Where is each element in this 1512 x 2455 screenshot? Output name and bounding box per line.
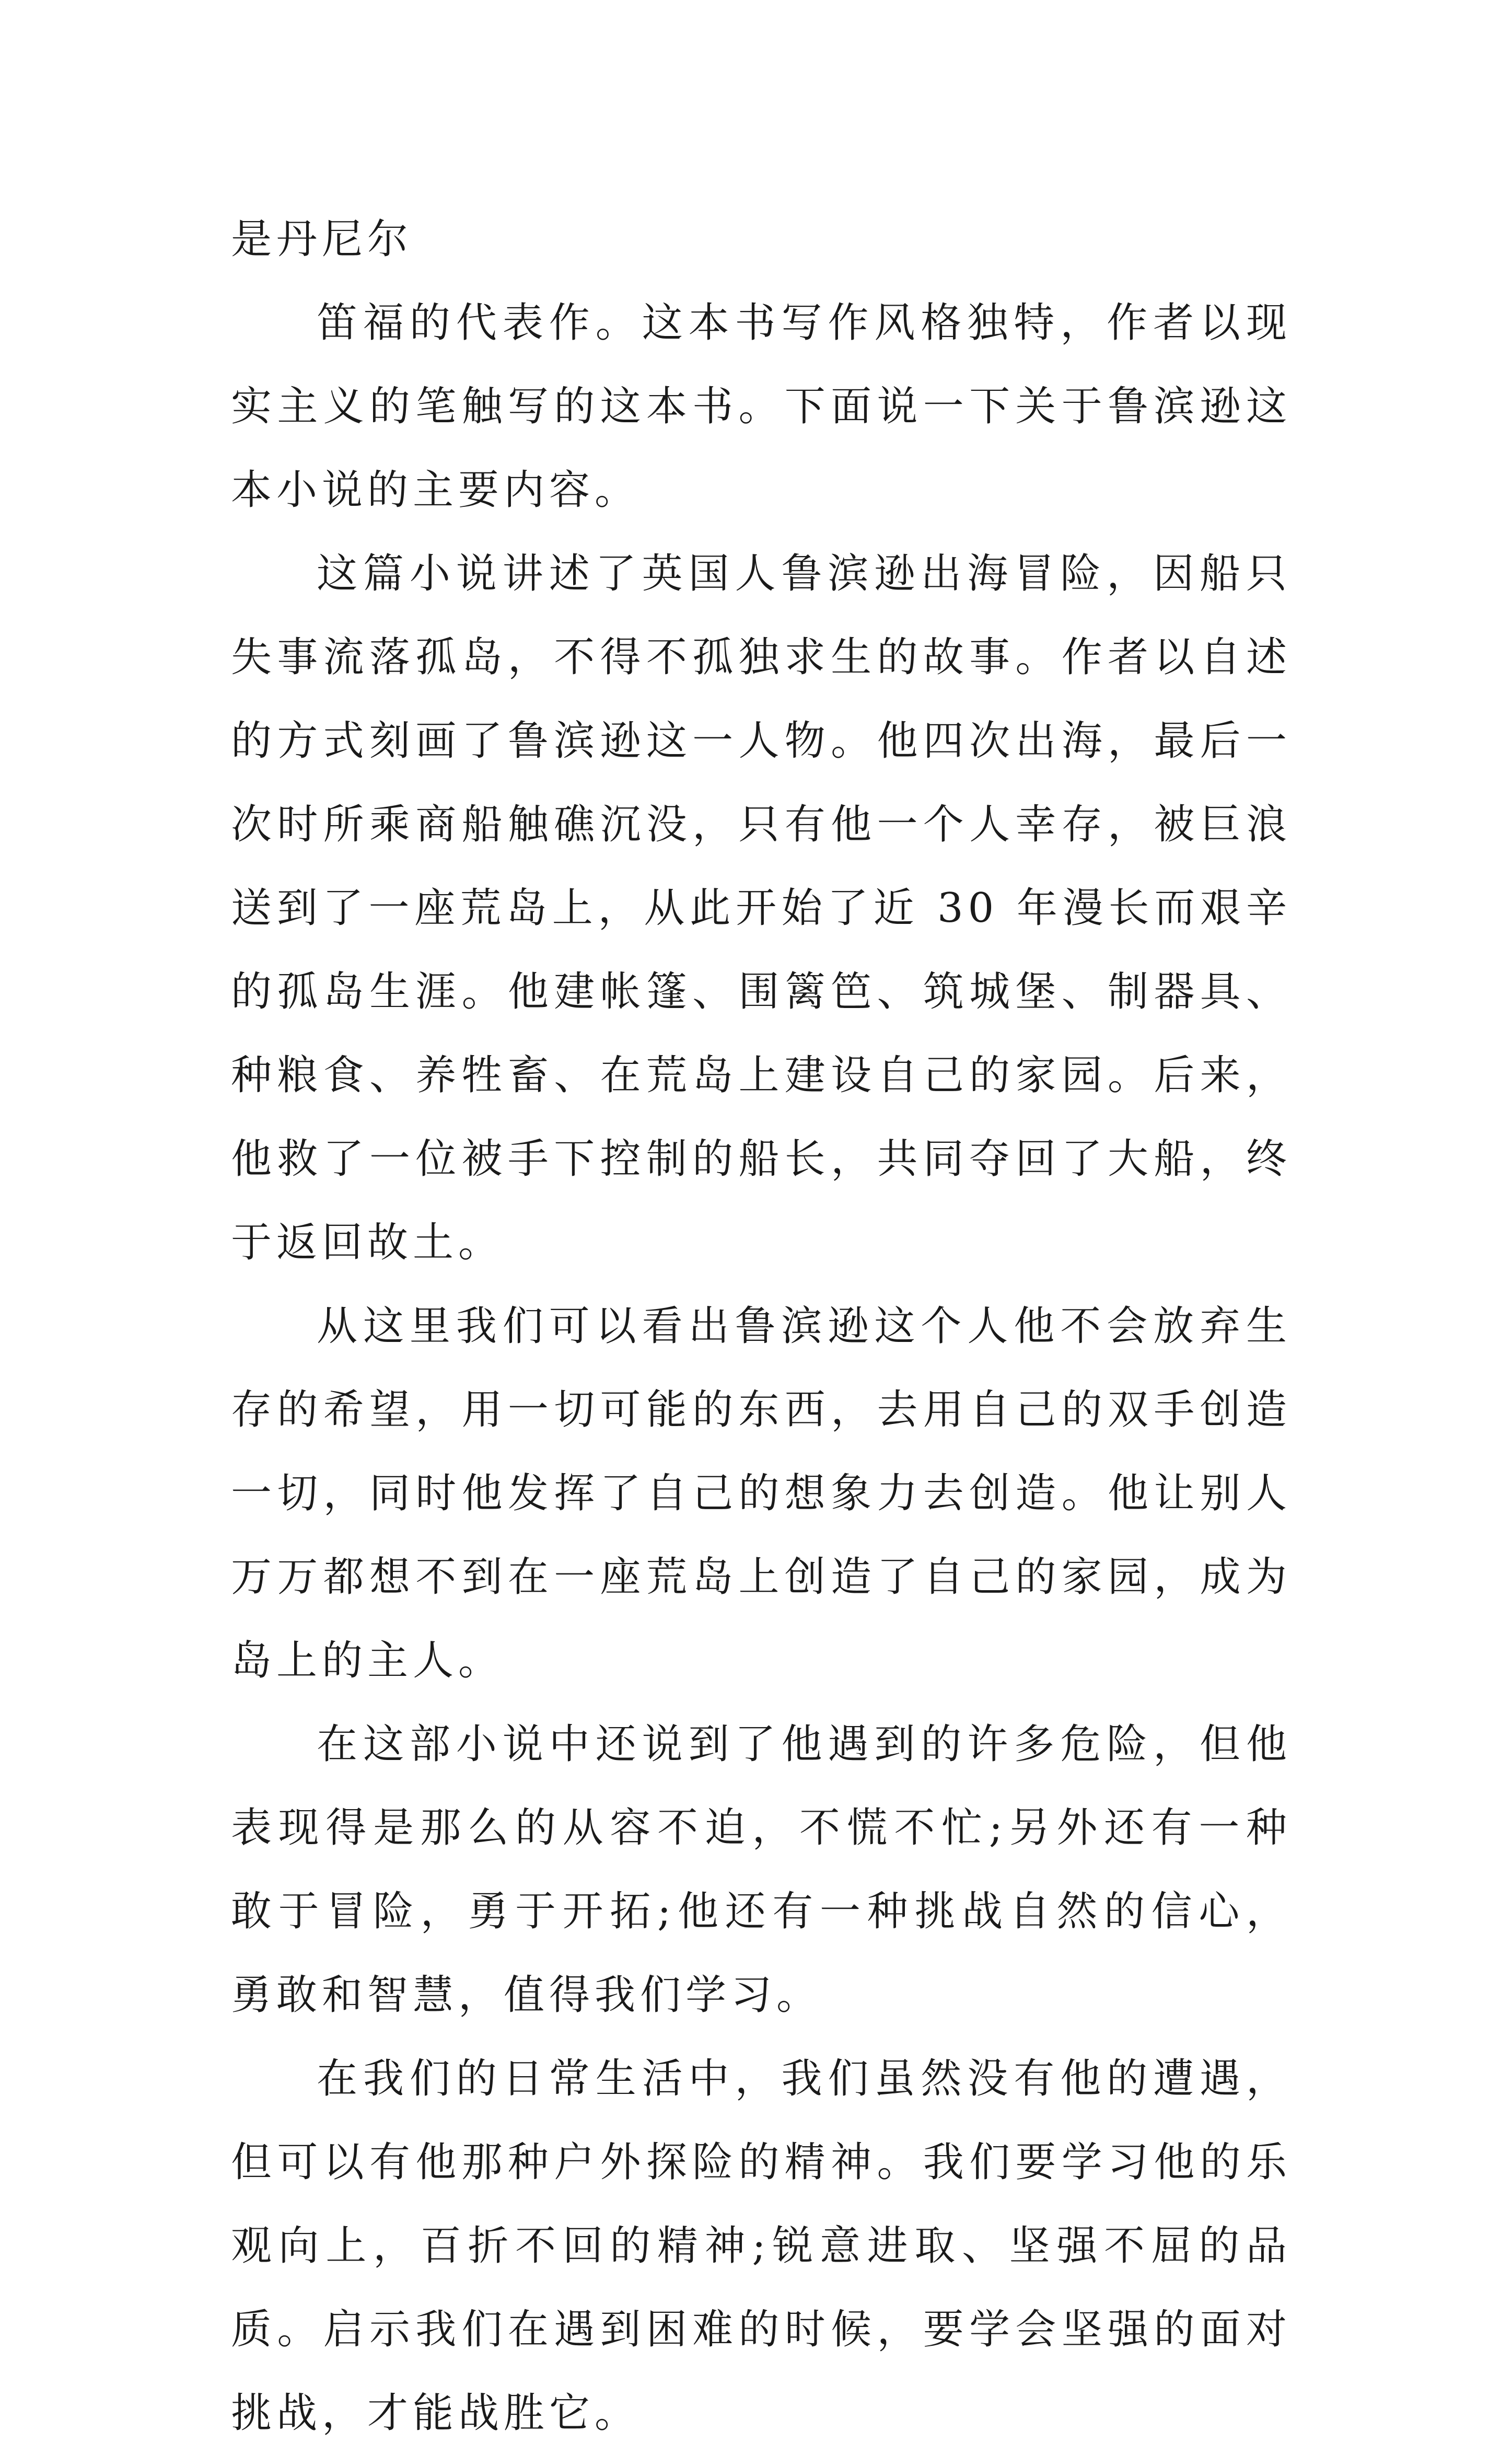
paragraph-2: 笛福的代表作。这本书写作风格独特，作者以现实主义的笔触写的这本书。下面说一下关于鲁滨逊这本小说的主要内容。 xyxy=(231,299,1292,514)
paragraph-6: 在我们的日常生活中，我们虽然没有他的遭遇，但可以有他那种户外探险的精神。我们要学习他的乐观向上，百折不回的精神;锐意进取、坚强不屈的品质。启示我们在遇到困难的时候，要学会坚强的面对挑战，才能战胜它。 xyxy=(231,2055,1292,2437)
paragraph-5: 在这部小说中还说到了他遇到的许多危险，但他表现得是那么的从容不迫，不慌不忙;另外还有一种敢于冒险，勇于开拓;他还有一种挑战自然的信心，勇敢和智慧，值得我们学习。 xyxy=(231,1721,1292,2019)
paragraph-4: 从这里我们可以看出鲁滨逊这个人他不会放弃生存的希望，用一切可能的东西，去用自己的双手创造一切，同时他发挥了自己的想象力去创造。他让别人万万都想不到在一座荒岛上创造了自己的家园，成为岛上的主人。 xyxy=(231,1303,1292,1684)
document-body xyxy=(231,198,1292,2455)
paragraph-3: 这篇小说讲述了英国人鲁滨逊出海冒险，因船只失事流落孤岛，不得不孤独求生的故事。作者以自述的方式刻画了鲁滨逊这一人物。他四次出海，最后一次时所乘商船触礁沉没，只有他一个人幸存，被巨浪送到了一座荒岛上，从此开始了近 30 年漫长而艰辛的孤岛生涯。他建帐篷、围篱笆、筑城堡、制器具、种粮食、养牲畜、在荒岛上建设自己的家园。后来，他救了一位被手下控制的船长，共同夺回了大船，终于返回故土。 xyxy=(231,550,1292,1266)
paragraph-1: 是丹尼尔 xyxy=(231,216,413,263)
